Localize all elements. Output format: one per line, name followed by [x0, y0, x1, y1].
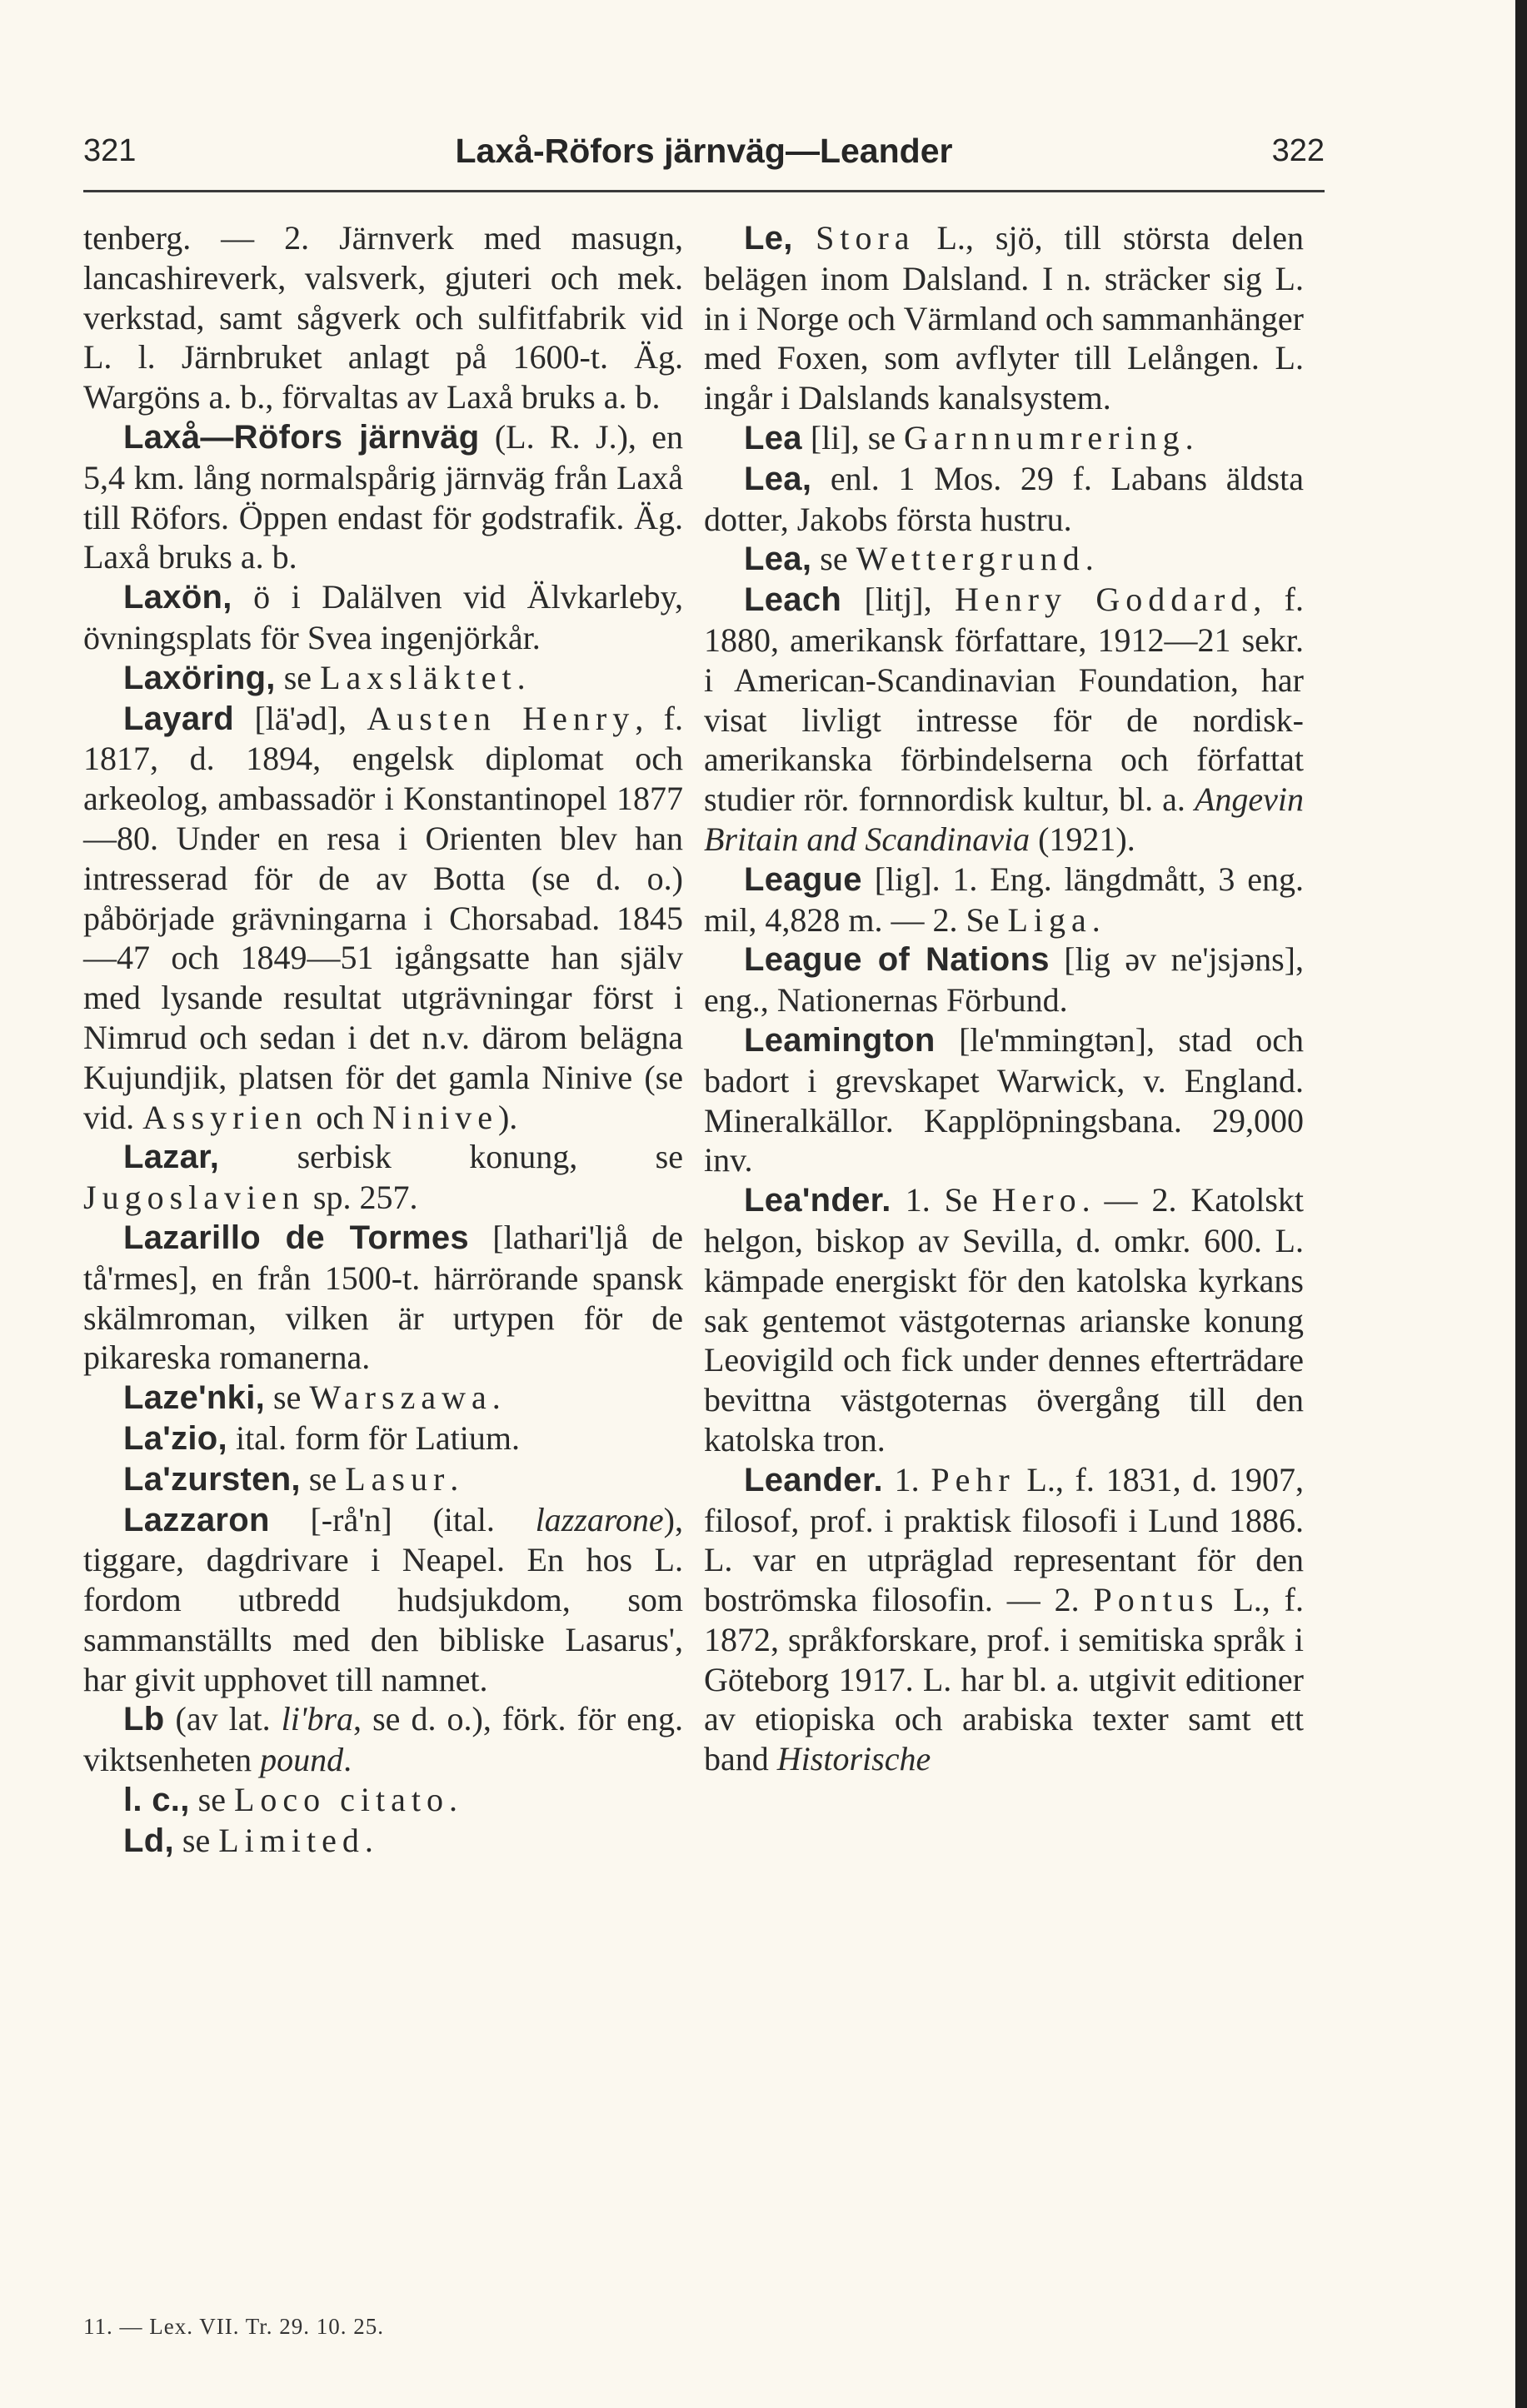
dictionary-entry	[83, 1699, 683, 1780]
dictionary-entry	[83, 658, 683, 699]
entry-headword: Lea,	[744, 460, 812, 497]
entry-text: se	[189, 1781, 234, 1819]
dictionary-entry	[704, 1020, 1304, 1180]
entry-text: [litj],	[841, 581, 955, 619]
entry-text: .	[450, 1459, 459, 1498]
italic-text: Historische	[776, 1740, 931, 1778]
entry-text: 1. Se	[891, 1181, 992, 1219]
spaced-reference: Liga	[1007, 900, 1092, 939]
entry-text: se	[265, 1378, 310, 1417]
entry-headword: Ld,	[123, 1822, 174, 1859]
entry-headword: l. c.,	[123, 1782, 190, 1819]
entry-text: se	[300, 1459, 346, 1498]
italic-text: Angevin Britain and Scandinavia	[704, 780, 1304, 858]
dictionary-entry	[83, 699, 683, 1138]
entry-headword: Le,	[744, 220, 816, 257]
dictionary-entry	[83, 218, 683, 417]
dictionary-entry	[704, 580, 1304, 860]
entry-text: ), tiggare, dagdrivare i Neapel. En hos L. fordom utbredd hudsjukdom, som sammanställts med den bibliske Lasarus', har givit upphovet till namnet.	[83, 1500, 683, 1698]
entry-text: .	[492, 1378, 501, 1417]
entry-text: [li], se	[801, 418, 905, 456]
page-header	[83, 125, 1325, 183]
entry-headword: Layard	[123, 700, 234, 737]
entry-text: .	[1185, 418, 1194, 456]
entry-text: sp. 257.	[304, 1179, 418, 1217]
entry-text: .	[364, 1821, 373, 1859]
scan-edge	[1515, 0, 1527, 2408]
entry-text: se	[173, 1821, 219, 1859]
entry-text: tenberg. — 2. Järnverk med masugn, lancashireverk, valsverk, gjuteri och mek. verkstad, samt sågverk och sulfitfabrik vid L. l. Järnbruket anlagt på 1600-t. Äg. Wargöns a. b., förvaltas av Laxå bruks a. b.	[83, 219, 683, 416]
entry-headword: League	[744, 860, 862, 898]
dictionary-entry	[83, 1378, 683, 1418]
entry-headword: Lazar,	[123, 1139, 220, 1176]
entry-headword: Lazzaron	[123, 1501, 270, 1538]
entry-text: serbisk konung, se	[219, 1138, 683, 1176]
entry-headword: Lb	[123, 1701, 165, 1738]
entry-headword: Leander.	[744, 1461, 883, 1498]
spaced-reference: Ninive	[372, 1098, 498, 1136]
dictionary-entry	[83, 1218, 683, 1378]
dictionary-entry	[83, 1821, 683, 1862]
entry-text: se	[811, 540, 856, 578]
spaced-reference: Jugoslavien	[83, 1179, 305, 1217]
spaced-reference: Loco citato	[233, 1781, 449, 1819]
entry-text: L., f. 1872, språkforskare, prof. i semitiska språk i Göteborg 1917. L. har bl. a. utgivit editioner av etiopiska och arabiska texter samt ett band	[704, 1581, 1304, 1778]
entry-text: [le'mmingtən], stad och badort i grevskapet Warwick, v. England. Mineralkällor. Kapplöpningsbana. 29,000 inv.	[704, 1020, 1304, 1179]
spaced-reference: Austen Henry	[367, 699, 636, 737]
page-number-left: 321	[83, 133, 137, 168]
dictionary-entry	[83, 417, 683, 577]
entry-headword: La'zio,	[123, 1419, 227, 1457]
spaced-reference: Wettergrund	[856, 540, 1085, 578]
entry-text: . — 2. Katolskt helgon, biskop av Sevilla, d. omkr. 600. L. kämpade energiskt för den katolska kyrkans sak gentemot västgoternas arianske konung Leovigild och fick under dennes efterträdare bevittna västgoternas övergång till den katolska tron.	[704, 1181, 1304, 1458]
entry-text: , f. 1817, d. 1894, engelsk diplomat och arkeolog, ambassadör i Konstantinopel 1877—80. Under en resa i Orienten blev han intresserad för de av Botta (se d. o.) påbörjade grävningarna i Chorsabad. 1845—47 och 1849—51 igångsatte han själv med lysande resultat utgrävningar först i Nimrud och sedan i det n.v. därom belägna Kujundjik, platsen för det gamla Ninive (se vid.	[83, 699, 683, 1136]
dictionary-entry	[704, 539, 1304, 580]
entry-text: [lig əv ne'jsjəns], eng., Nationernas Förbund.	[704, 940, 1304, 1020]
dictionary-entry	[83, 1780, 683, 1821]
spaced-reference: Warszawa	[309, 1378, 492, 1417]
italic-text: pound	[260, 1741, 344, 1779]
entry-text: .	[1085, 540, 1094, 578]
printer-footer: 11. — Lex. VII. Tr. 29. 10. 25.	[83, 2314, 385, 2339]
spaced-reference: Laxsläktet	[320, 658, 517, 696]
dictionary-entry	[704, 940, 1304, 1020]
entry-headword: League of Nations	[744, 941, 1050, 979]
entry-headword: Lea'nder.	[744, 1182, 891, 1219]
entry-headword: Laxöring,	[123, 659, 276, 696]
entry-text: .	[343, 1741, 352, 1779]
entry-headword: Leamington	[744, 1021, 936, 1059]
entry-headword: Laxå—Röfors järnväg	[123, 418, 480, 456]
running-title: Laxå-Röfors järnväg—Leander	[455, 132, 953, 170]
page-number-right: 322	[1271, 133, 1325, 168]
spaced-reference: Pehr	[931, 1460, 1016, 1498]
entry-text: 1.	[882, 1460, 931, 1498]
entry-text: och	[307, 1098, 373, 1136]
entry-text: [lig]. 1. Eng. längdmått, 3 eng. mil, 4,828 m. — 2. Se	[704, 860, 1304, 939]
dictionary-entry	[704, 860, 1304, 940]
entry-text: ).	[497, 1098, 518, 1136]
dictionary-entry	[83, 577, 683, 658]
spaced-reference: Henry Goddard	[954, 581, 1254, 619]
entry-text: .	[449, 1781, 457, 1819]
left-column	[83, 218, 683, 1862]
dictionary-entry	[704, 218, 1304, 418]
dictionary-entry	[83, 1418, 683, 1459]
italic-text: lazzarone	[535, 1500, 664, 1538]
entry-text: (1921).	[1030, 820, 1135, 858]
dictionary-entry	[83, 1137, 683, 1218]
spaced-reference: Garnnumrering	[904, 418, 1185, 456]
dictionary-entry	[83, 1500, 683, 1700]
spaced-reference: Assyrien	[142, 1098, 308, 1136]
spaced-reference: Lasur	[345, 1459, 451, 1498]
entry-headword: Laze'nki,	[123, 1379, 266, 1417]
spaced-reference: Hero	[991, 1181, 1082, 1219]
header-rule	[83, 190, 1325, 192]
spaced-reference: Limited	[218, 1821, 365, 1859]
entry-text: [lä'əd],	[233, 699, 367, 737]
dictionary-entry	[704, 1180, 1304, 1460]
entry-text: L., sjö, till största delen belägen inom Dalsland. I n. sträcker sig L. in i Norge och Värmland och sammanhänger med Foxen, som avflyter till Lelången. L. ingår i Dalslands kanalsystem.	[704, 219, 1304, 417]
entry-text: , f. 1880, amerikansk författare, 1912—21 sekr. i American-Scandinavian Foundation, har visat livligt intresse för de nordisk-amerikanska förbindelserna och författat studier rör. fornnordisk kultur, bl. a.	[704, 581, 1305, 819]
entry-text: enl. 1 Mos. 29 f. Labans äldsta dotter, Jakobs första hustru.	[704, 459, 1304, 538]
dictionary-entry	[704, 418, 1304, 459]
spaced-reference: Stora	[816, 219, 916, 257]
dictionary-entry	[83, 1459, 683, 1500]
italic-text: li'bra	[281, 1700, 354, 1738]
entry-text: L., f. 1831, d. 1907, filosof, prof. i praktisk filosofi i Lund 1886. L. var en utpräglad representant för den boströmska filosofin. — 2.	[704, 1460, 1305, 1619]
entry-text: [-rå'n] (ital.	[269, 1500, 536, 1538]
entry-text: se	[275, 658, 321, 696]
entry-text: ital. form för Latium.	[227, 1418, 520, 1457]
dictionary-entry	[704, 1460, 1304, 1779]
entry-headword: Laxön,	[123, 579, 232, 616]
entry-headword: Lea	[744, 419, 802, 456]
entry-headword: La'zursten,	[123, 1460, 301, 1498]
entry-text: (av lat.	[164, 1700, 282, 1738]
entry-text: .	[516, 658, 526, 696]
entry-text: , se d. o.), förk. för eng. viktsenheten	[83, 1700, 683, 1779]
right-column	[704, 218, 1304, 1779]
entry-text: [lathari'ljå de tå'rmes], en från 1500-t. härrörande spansk skälmroman, vilken är urtypen för de pikareska romanerna.	[83, 1218, 683, 1377]
spaced-reference: Pontus	[1093, 1581, 1220, 1619]
dictionary-entry	[704, 459, 1304, 540]
entry-headword: Leach	[744, 581, 842, 619]
entry-text: ö i Dalälven vid Älvkarleby, övningsplats för Svea ingenjörkår.	[83, 578, 683, 656]
entry-text: (L. R. J.), en 5,4 km. lång normalspårig järnväg från Laxå till Röfors. Öppen endast för godstrafik. Äg. Laxå bruks a. b.	[83, 417, 683, 576]
entry-headword: Lazarillo de Tormes	[123, 1219, 469, 1256]
entry-headword: Lea,	[744, 541, 812, 578]
entry-text: .	[1091, 900, 1100, 939]
